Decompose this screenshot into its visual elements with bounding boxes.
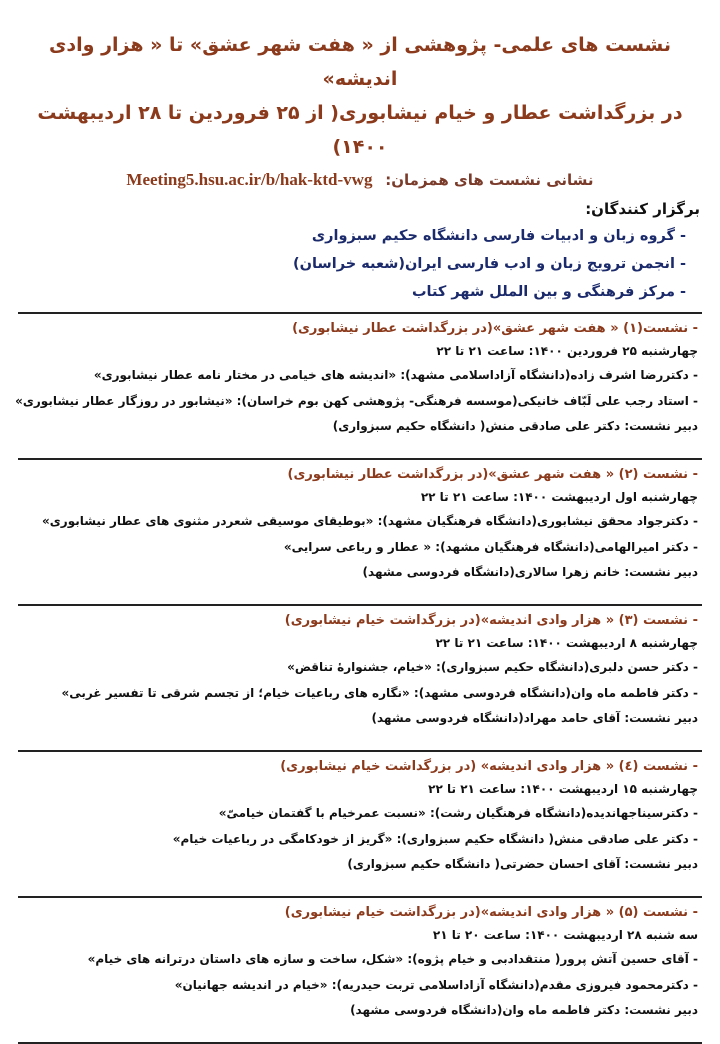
session-chair: دبیر نشست: دکتر فاطمه ماه وان(دانشگاه فردوسی مشهد) [350,1003,698,1017]
session-date: سه شنبه ۲۸ اردیبهشت ۱۴۰۰: ساعت ۲۰ تا ۲۱ [432,928,698,942]
session-chair: دبیر نشست: خانم زهرا سالاری(دانشگاه فردوسی مشهد) [362,565,698,579]
session-date: چهارشنبه اول اردیبهشت ۱۴۰۰: ساعت ۲۱ تا ۲۲ [420,490,698,504]
session-date: چهارشنبه ۲۵ فروردین ۱۴۰۰: ساعت ۲۱ تا ۲۲ [436,344,698,358]
session-chair: دبیر نشست: آقای حامد مهراد(دانشگاه فردوسی مشهد) [371,711,698,725]
organizers-title: برگزار کنندگان: [585,200,700,218]
session-talk: - دکتررضا اشرف زاده(دانشگاه آزاداسلامی مشهد): «اندیشه های خیامی در مختار نامه عطار نیشابوری» [93,368,698,382]
session-chair: دبیر نشست: دکتر علی صادقی منش( دانشگاه حکیم سبزواری) [332,419,698,433]
session-3 [18,606,702,744]
address-label: نشانی نشست های همزمان: [385,171,594,189]
session-2 [18,460,702,598]
session-talk: - استاد رجب علی لَبّاف خانیکی(موسسه فرهنگی- پژوهشی کهن بوم خراسان): «نیشابور در روزگار عطار نیشابوری» [15,394,698,408]
session-title: - نشست (۳) « هزار وادی اندیشه»(در بزرگداشت خیام نیشابوری) [284,613,698,628]
session-talk: - آقای حسین آتش پرور( منتقدادبی و خیام پژوه): «شکل، ساخت و سازه های داستان درترانه های خیام» [87,952,698,966]
session-title: - نشست (۵) « هزار وادی اندیشه»(در بزرگداشت خیام نیشابوری) [284,905,698,920]
session-date: چهارشنبه ۸ اردیبهشت ۱۴۰۰: ساعت ۲۱ تا ۲۲ [435,636,698,650]
organizer-item: - مرکز فرهنگی و بین الملل شهر کتاب [411,284,686,300]
session-4 [18,752,702,890]
session-title: - نشست(۱) « هفت شهر عشق»(در بزرگداشت عطار نیشابوری) [292,321,698,336]
session-1 [15,314,702,452]
session-talk: - دکترسیناجهاندیده(دانشگاه فرهنگیان رشت): «نسبت عمرخیام با گفتمان خیامیّ» [218,806,698,820]
session-5 [18,898,702,1036]
address-url[interactable]: Meeting5.hsu.ac.ir/b/hak-ktd-vwg [126,170,373,189]
session-talk: - دکترجواد محقق نیشابوری(دانشگاه فرهنگیان مشهد): «بوطیقای موسیقی شعردر مثنوی های عطار نیشابوری» [42,514,698,528]
title-line-2: در بزرگداشت عطار و خیام نیشابوری( از ۲۵ فروردین تا ۲۸ اردیبهشت ۱۴۰۰) [37,102,683,158]
organizer-item: - انجمن ترویج زبان و ادب فارسی ایران(شعبه خراسان) [293,256,686,272]
organizer-item: - گروه زبان و ادبیات فارسی دانشگاه حکیم سبزواری [311,228,686,244]
session-title: - نشست (۲) « هفت شهر عشق»(در بزرگداشت عطار نیشابوری) [287,467,698,482]
session-title: - نشست (٤) « هزار وادی اندیشه» (در بزرگداشت خیام نیشابوری) [280,759,698,774]
meeting-address [18,168,702,192]
session-chair: دبیر نشست: آقای احسان حضرتی( دانشگاه حکیم سبزواری) [347,857,698,871]
session-talk: - دکترمحمود فیروزی مقدم(دانشگاه آزاداسلامی تربت حیدریه): «خیام در اندیشه جهانیان» [174,978,698,992]
session-talk: - دکتر امیرالهامی(دانشگاه فرهنگیان مشهد): « عطار و رباعی سرایی» [283,540,698,554]
title-line-1: نشست های علمی- پژوهشی از « هفت شهر عشق» تا « هزار وادی اندیشه» [48,34,671,90]
session-date: چهارشنبه ۱۵ اردیبهشت ۱۴۰۰: ساعت ۲۱ تا ۲۲ [428,782,698,796]
session-talk: - دکتر فاطمه ماه وان(دانشگاه فردوسی مشهد): «نگاره های رباعیات خیام؛ از تجسم شرقی تا تفسیر غربی» [61,686,698,700]
poster-header [18,0,702,192]
session-talk: - دکتر حسن دلبری(دانشگاه حکیم سبزواری): «خیام، جشنوارهٔ تناقض» [287,660,698,674]
session-talk: - دکتر علی صادقی منش( دانشگاه حکیم سبزواری): «گریز از خودکامگی در رباعیات خیام» [172,832,698,846]
organizers-section [18,192,702,306]
